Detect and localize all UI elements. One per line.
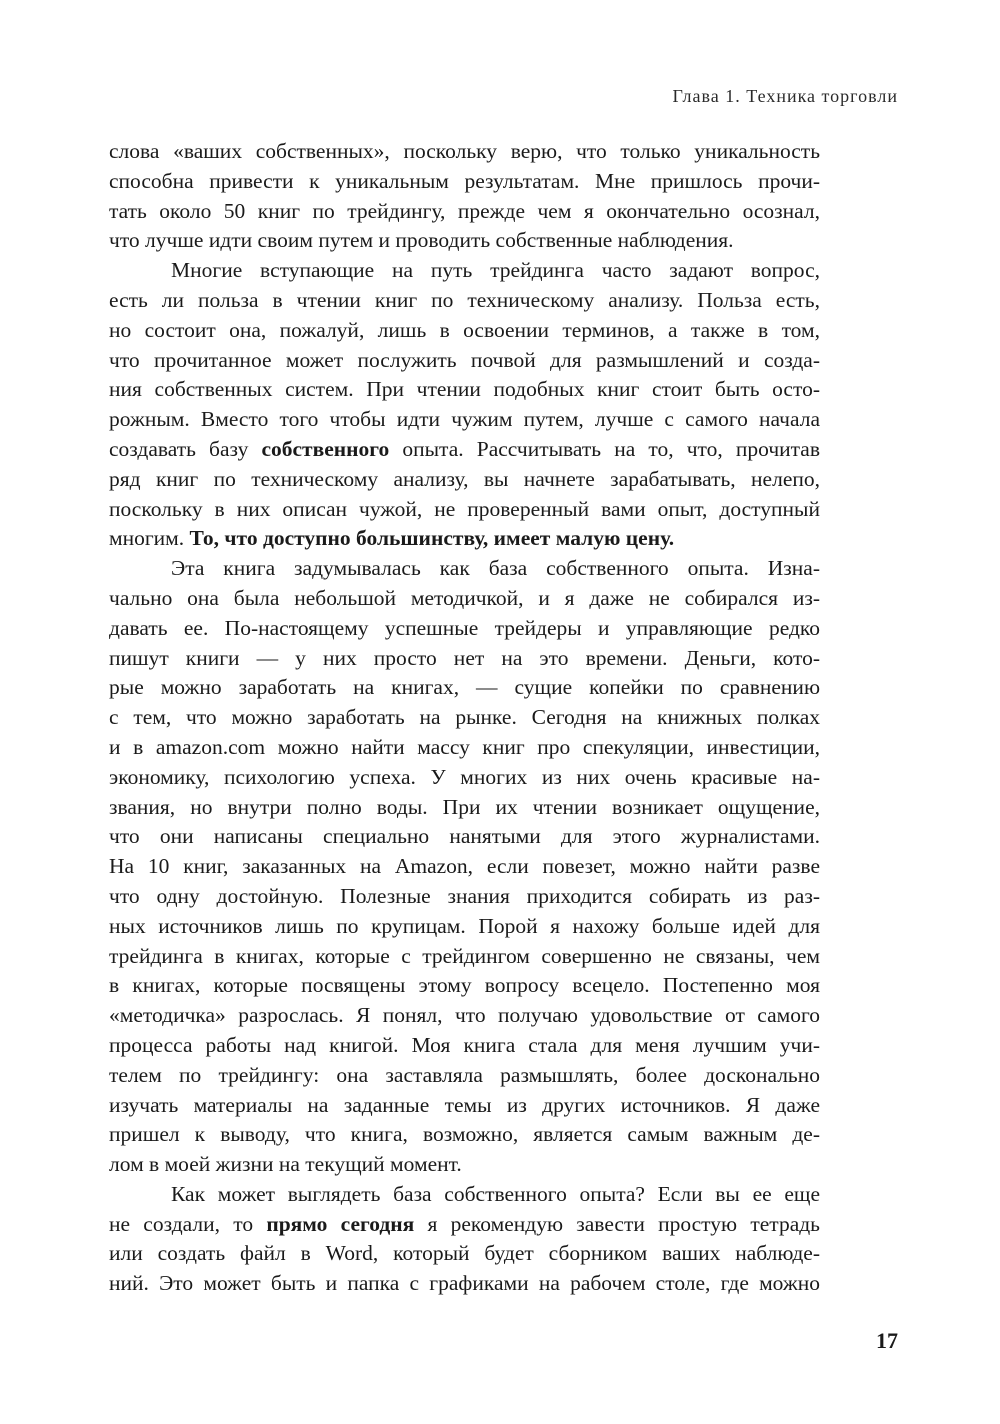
text-line [109, 226, 820, 256]
text-run: пишут книги — у них просто нет на это времени. Деньги, кото- [109, 645, 820, 670]
text-line [109, 1269, 820, 1299]
text-run: не создали, то [109, 1211, 267, 1236]
text-run: что одну достойную. Полезные знания приходится собирать из раз- [109, 883, 820, 908]
text-run: ных источников лишь по крупицам. Порой я нахожу больше идей для [109, 913, 820, 938]
text-run: «методичка» разрослась. Я понял, что получаю удовольствие от самого [109, 1003, 820, 1028]
text-run: ряд книг по техническому анализу, вы начнете зарабатывать, нелепо, [109, 466, 820, 491]
text-line [109, 1239, 820, 1269]
text-run: экономику, психологию успеха. У многих из них очень красивые на- [109, 764, 820, 789]
text-run: звания, но внутри полно воды. При их чтении возникает ощущение, [109, 794, 820, 819]
text-line [109, 763, 820, 793]
text-line [109, 465, 820, 495]
page-number: 17 [876, 1328, 898, 1353]
text-line [109, 524, 820, 554]
text-line [109, 554, 820, 584]
text-line [109, 644, 820, 674]
text-line [109, 405, 820, 435]
body-text [109, 137, 820, 1299]
text-run: что лучше идти своим путем и проводить собственные наблюдения. [109, 228, 734, 253]
text-run: давать ее. По-настоящему успешные трейдеры и управляющие редко [109, 615, 820, 640]
text-run: я рекомендую завести простую тетрадь [414, 1211, 820, 1236]
text-run: ний. Это может быть и папка с графиками на рабочем столе, где можно [109, 1271, 820, 1296]
text-line [109, 614, 820, 644]
text-run: Как может выглядеть база собственного опыта? Если вы ее еще [171, 1181, 820, 1206]
text-run: что они написаны специально нанятыми для этого журналистами. [109, 824, 820, 849]
text-line [109, 733, 820, 763]
text-line [109, 1091, 820, 1121]
text-run: что прочитанное может послужить почвой для размышлений и созда- [109, 347, 820, 372]
text-run: в книгах, которые посвящены этому вопросу всецело. Постепенно моя [109, 973, 820, 998]
text-run: рожным. Вместо того чтобы идти чужим путем, лучше с самого начала [109, 407, 820, 432]
text-run: Многие вступающие на путь трейдинга часто задают вопрос, [171, 258, 820, 283]
text-run: способна привести к уникальным результатам. Мне пришлось прочи- [109, 168, 820, 193]
text-line [109, 822, 820, 852]
text-line [109, 1031, 820, 1061]
text-line [109, 1210, 820, 1240]
text-line [109, 852, 820, 882]
text-line [109, 375, 820, 405]
text-line [109, 1180, 820, 1210]
text-line [109, 673, 820, 703]
text-run: и в amazon.com можно найти массу книг про спекуляции, инвестиции, [109, 734, 820, 759]
text-run: ния собственных систем. При чтении подобных книг стоит быть осто- [109, 377, 820, 402]
text-run: или создать файл в Word, который будет сборником ваших наблюде- [109, 1241, 820, 1266]
text-line [109, 197, 820, 227]
text-run: телем по трейдингу: она заставляла размышлять, более досконально [109, 1062, 820, 1087]
text-run: опыта. Рассчитывать на то, что, прочитав [389, 436, 820, 461]
text-run: рые можно заработать на книгах, — сущие копейки по сравнению [109, 675, 820, 700]
text-run: есть ли польза в чтении книг по техническому анализу. Польза есть, [109, 287, 820, 312]
text-run: пришел к выводу, что книга, возможно, является самым важным де- [109, 1122, 820, 1147]
text-line [109, 1150, 820, 1180]
text-run: тать около 50 книг по трейдингу, прежде чем я окончательно осознал, [109, 198, 820, 223]
text-run: На 10 книг, заказанных на Amazon, если повезет, можно найти разве [109, 854, 820, 879]
text-run: но состоит она, пожалуй, лишь в освоении терминов, а также в том, [109, 317, 820, 342]
text-line [109, 137, 820, 167]
text-run: создавать базу [109, 436, 262, 461]
text-line [109, 346, 820, 376]
text-line [109, 584, 820, 614]
text-run: слова «ваших собственных», поскольку верю, что только уникальность [109, 139, 820, 163]
bold-text: собственного [261, 436, 390, 461]
text-run: чально она была небольшой методичкой, и я даже не собирался из- [109, 585, 820, 610]
text-line [109, 971, 820, 1001]
text-run: многим. [109, 526, 190, 551]
text-run: процесса работы над книгой. Моя книга стала для меня лучшим учи- [109, 1032, 820, 1057]
text-line [109, 1120, 820, 1150]
text-line [109, 942, 820, 972]
text-run: изучать материалы на заданные темы из других источников. Я даже [109, 1092, 820, 1117]
text-run: Эта книга задумывалась как база собственного опыта. Изна- [171, 556, 820, 581]
text-run: с тем, что можно заработать на рынке. Сегодня на книжных полках [109, 705, 820, 730]
running-head: Глава 1. Техника торговли [672, 86, 898, 106]
text-line [109, 703, 820, 733]
text-line [109, 1061, 820, 1091]
bold-text: прямо сегодня [266, 1211, 415, 1236]
bold-text: То, что доступно большинству, имеет малую цену. [189, 526, 675, 551]
text-line [109, 882, 820, 912]
text-line [109, 256, 820, 286]
text-run: лом в моей жизни на текущий момент. [109, 1152, 462, 1177]
text-line [109, 435, 820, 465]
text-line [109, 1001, 820, 1031]
text-line [109, 495, 820, 525]
text-line [109, 912, 820, 942]
text-line [109, 286, 820, 316]
text-line [109, 316, 820, 346]
text-run: поскольку в них описан чужой, не проверенный вами опыт, доступный [109, 496, 820, 521]
text-line [109, 167, 820, 197]
text-run: трейдинга в книгах, которые с трейдингом совершенно не связаны, чем [109, 943, 820, 968]
text-line [109, 793, 820, 823]
